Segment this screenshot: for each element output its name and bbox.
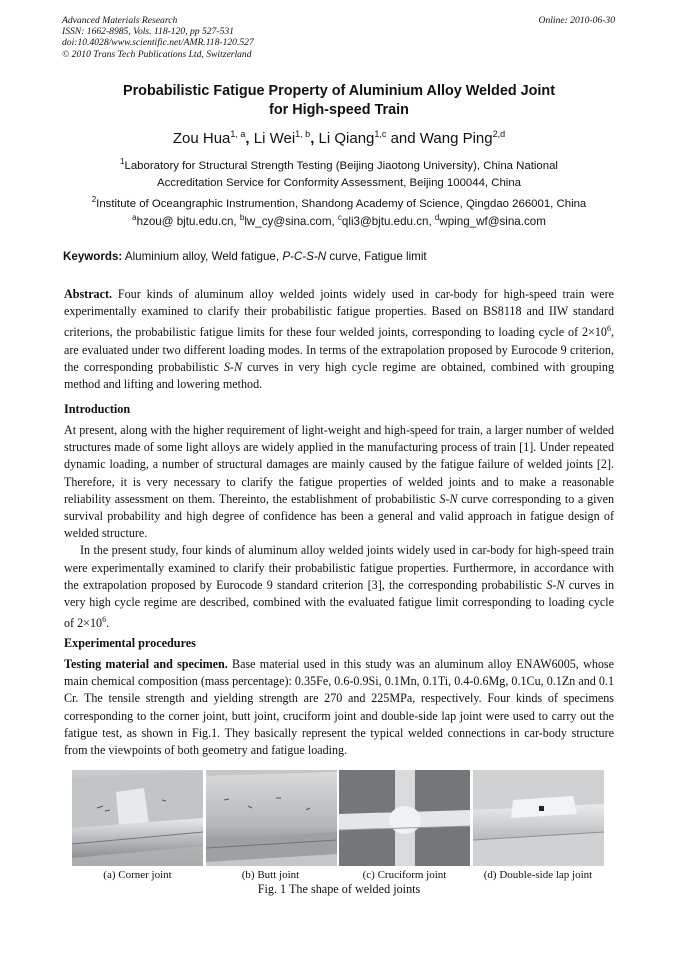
paragraph-text: . [106,616,110,631]
author-name: Li Qiang [318,130,375,147]
experimental-body [64,656,614,759]
title-line-2: for High-speed Train [269,102,409,118]
author-sup: 2,d [492,129,506,139]
keywords-italic: P-C-S-N [282,250,327,263]
abstract-text: , are evaluated under two different loading modes. In terms of the extrapolation proposed by Eurocode 9 criterion, the corresponding probabilistic [64,325,614,374]
doi-line: doi:10.4028/www.scientific.net/AMR.118-120.527 [62,37,254,49]
affiliation-sup: 2 [91,195,97,204]
copyright-line: © 2010 Trans Tech Publications Ltd, Switzerland [62,48,252,60]
author-name: Wang Ping [419,130,493,147]
affiliation-2 [50,191,628,213]
figure-caption-a: (a) Corner joint [103,869,172,881]
introduction-heading: Introduction [64,402,131,416]
abstract-text: Four kinds of aluminum alloy welded joints widely used in car-body for high-speed train were experimentally examined to clarify their probabilistic fatigue properties. Based on BS8118 and IIW standard criterions, the probabilistic fatigue limits for these four welded joints, corresponding to loading cycle of 2×10 [64,287,614,340]
paper-title [40,82,638,120]
paragraph-text: curves in very high cycle regime are described, combined with the evaluated fatigue limit corresponding to loading cycle of 2×10 [64,577,614,631]
abstract-text: curves in very high cycle regime are obtained, combined with grouping method and lifting and lowering method. [64,359,614,392]
keywords-text: Aluminium alloy, Weld fatigue, [122,250,283,263]
paragraph-text: In the present study, four kinds of aluminum alloy welded joints widely used in car-body for high-speed train were experimentally examined to clarify their probabilistic fatigue properties. Furthermore, in accordance with the extrapolation proposed by Eurocode 9 standard criterion [3], the corresponding probabilistic [64,543,614,592]
figure-title: Fig. 1 The shape of welded joints [257,882,421,896]
introduction-paragraph-2 [64,542,614,632]
email-sup: a [132,213,137,222]
author-sup: 1, b [295,129,311,139]
keywords-label: Keywords: [63,250,123,263]
issn-line: ISSN: 1662-8985, Vols. 118-120, pp 527-531 [62,26,234,38]
journal-name: Advanced Materials Research [62,15,178,26]
figure-caption-b: (b) Butt joint [241,869,300,881]
email-address[interactable]: wping_wf@sina.com [439,214,546,228]
introduction-body [64,422,614,632]
author-sup: 1,c [374,129,387,139]
email-sup: c [337,213,342,222]
experimental-heading: Experimental procedures [64,636,196,650]
email-address[interactable]: qli3@bjtu.edu.cn, [341,214,435,228]
author-sep: , [245,130,254,147]
introduction-paragraph-1 [64,422,614,542]
email-sup: d [434,213,440,222]
affiliation-2-text: Institute of Oceangraphic Instrumention, Shandong Academy of Science, Qingdao 266001, China [96,197,587,210]
corner-joint-photo [72,770,203,866]
author-sup: 1, a [230,129,246,139]
author-name: Zou Hua [172,130,231,147]
affiliation-1 [50,153,628,192]
figure-caption-d: (d) Double-side lap joint [483,869,593,881]
paragraph-text: At present, along with the higher requirement of light-weight and high-speed for train, a larger number of welded structures made of some light alloys are widely applied in the manufacturing process of train [1]. Under repeated dynamic loading, a number of structural damages are mainly caused by the fatigue failure of welded joints [2]. Therefore, it is very necessary to clarify the fatigue properties of welded joints and to make a reasonable reliability assessment on them. Thereinto, the establishment of probabilistic [64,423,614,506]
experimental-text: Base material used in this study was an aluminum alloy ENAW6005, whose main chemical composition (mass percentage): 0.35Fe, 0.6-0.9Si, 0.1Mn, 0.1Ti, 0.4-0.6Mg, 0.1Cu, 0.1Zn and 0.1 Cr. The tensile strength and yielding strength are 270 and 225MPa, respectively. Four kinds of specimens corresponding to the corner joint, butt joint, cruciform joint and double-side lap joint were used to carry out the fatigue test, as shown in Fig.1. They basically represent the typical welded connections in car-body structure from the viewpoints of both geometry and fatigue loading. [64,657,614,758]
paragraph-italic: S-N [439,491,458,506]
figure-1-photos [72,770,604,866]
author-name: Li Wei [253,130,296,147]
email-address[interactable]: hzou@ bjtu.edu.cn, [136,214,240,228]
author-sep: , [310,130,319,147]
abstract-sup: 6 [606,324,611,334]
paragraph-sup: 6 [102,615,107,625]
author-sep: and [386,130,420,147]
keywords-text: curve, Fatigue limit [326,250,427,263]
title-line-1: Probabilistic Fatigue Property of Aluminium Alloy Welded Joint [122,83,556,99]
figure-caption-c: (c) Cruciform joint [362,869,447,881]
experimental-label: Testing material and specimen. [64,657,228,671]
online-date: Online: 2010-06-30 [538,15,615,26]
abstract-italic: S-N [223,359,243,374]
butt-joint-photo [206,770,337,866]
author-list [40,129,638,147]
affiliation-sup: 1 [120,157,125,166]
cruciform-joint-photo [339,770,470,866]
paragraph-italic: S-N [546,577,565,592]
paragraph-text: curve corresponding to a given survival probability and high degree of confidence has been a general and valid approach in fatigue design of welded structure. [64,491,614,541]
keywords [63,250,427,263]
email-address[interactable]: lw_cy@sina.com, [244,214,338,228]
double-side-lap-joint-photo [473,770,604,866]
abstract-label: Abstract. [64,287,113,301]
affiliation-1-line-2: Accreditation Service for Conformity Assessment, Beijing 100044, China [156,176,522,189]
journal-header [62,15,254,60]
email-sup: b [239,213,245,222]
email-list [40,213,638,228]
affiliation-1-line-1: Laboratory for Structural Strength Testing (Beijing Jiaotong University), China National [124,159,558,172]
abstract [64,286,614,393]
